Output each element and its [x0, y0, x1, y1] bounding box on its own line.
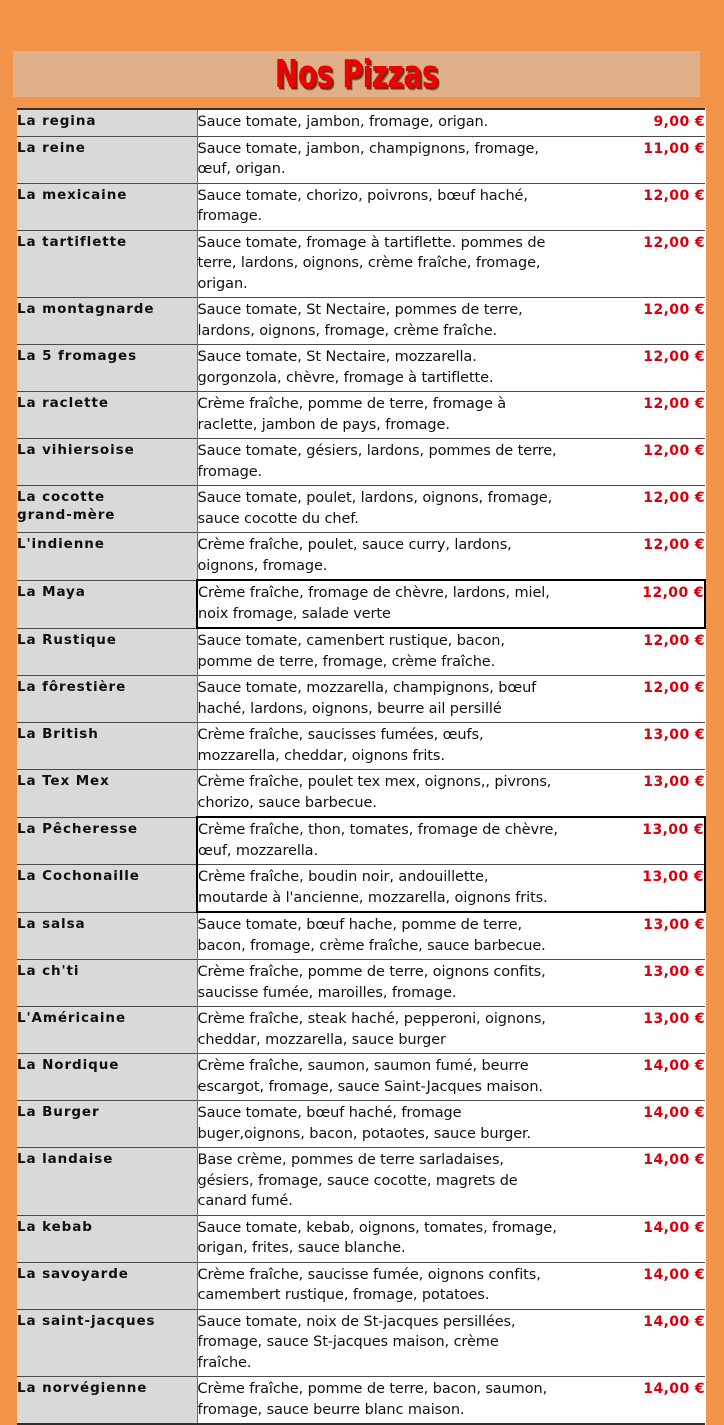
pizza-name-cell: [17, 1262, 197, 1309]
pizza-description-line: Sauce tomate, gésiers, lardons, pommes de terre,: [197, 443, 557, 459]
pizza-menu-body: [17, 109, 705, 1424]
pizza-description-line: Crème fraîche, poulet tex mex, oignons,, pivrons,: [197, 774, 552, 790]
pizza-description-cell: [197, 392, 603, 439]
pizza-price-cell: 12,00 €: [603, 439, 705, 486]
pizza-description-cell: [197, 1262, 603, 1309]
pizza-name-cell: [17, 865, 197, 913]
pizza-description-line: origan, frites, sauce blanche.: [197, 1240, 406, 1256]
pizza-description-line: saucisse fumée, maroilles, fromage.: [197, 984, 457, 1001]
pizza-description-cell: [197, 1377, 603, 1425]
pizza-name-line: La montagnarde: [17, 301, 155, 317]
pizza-name-cell: [17, 1148, 197, 1216]
table-row: [17, 817, 705, 865]
pizza-description-line: escargot, fromage, sauce Saint-Jacques maison.: [197, 1078, 543, 1095]
table-row: [17, 345, 705, 392]
pizza-description-line: gorgonzola, chèvre, fromage à tartiflette.: [197, 369, 494, 386]
pizza-price-cell: 13,00 €: [603, 723, 705, 770]
table-row: [17, 109, 705, 136]
pizza-name-cell: [17, 533, 197, 581]
pizza-description-line: moutarde à l'ancienne, mozzarella, oignons frits.: [198, 889, 548, 906]
pizza-name-line: La Tex Mex: [17, 773, 110, 789]
table-row: [17, 486, 705, 533]
pizza-name-line: La norvégienne: [17, 1380, 148, 1396]
pizza-name-line: La regina: [17, 113, 97, 129]
pizza-price-cell: 11,00 €: [603, 136, 705, 183]
pizza-name-line: grand-mère: [17, 507, 116, 523]
title-banner: [13, 51, 700, 97]
pizza-description-line: origan.: [197, 275, 248, 292]
pizza-name-line: La mexicaine: [17, 186, 128, 203]
pizza-description-line: canard fumé.: [197, 1193, 293, 1209]
pizza-description-cell: [197, 580, 603, 628]
table-row: [17, 392, 705, 439]
pizza-description-cell: [197, 109, 603, 136]
pizza-name-cell: [17, 676, 197, 723]
pizza-description-line: noix fromage, salade verte: [198, 605, 391, 622]
pizza-description-line: fromage.: [197, 463, 263, 480]
pizza-name-cell: [17, 1215, 197, 1262]
pizza-description-cell: [197, 865, 603, 913]
pizza-description-cell: [197, 439, 603, 486]
pizza-name-line: La reine: [17, 139, 86, 156]
pizza-description-line: Crème fraîche, saucisses fumées, œufs,: [197, 727, 484, 743]
pizza-price-cell: 14,00 €: [603, 1148, 705, 1216]
pizza-description-line: haché, lardons, oignons, beurre ail persillé: [197, 700, 502, 717]
pizza-price-cell: 14,00 €: [603, 1262, 705, 1309]
pizza-name-cell: [17, 345, 197, 392]
pizza-name-line: La tartiflette: [17, 233, 128, 250]
pizza-price-cell: 13,00 €: [603, 1007, 705, 1054]
pizza-price-cell: 14,00 €: [603, 1309, 705, 1377]
pizza-description-line: fromage, sauce beurre blanc maison.: [197, 1401, 465, 1418]
pizza-menu-table: [17, 108, 706, 1425]
table-row: [17, 1054, 705, 1101]
pizza-name-cell: [17, 1377, 197, 1425]
table-row: [17, 723, 705, 770]
table-row: [17, 865, 705, 913]
pizza-name-cell: [17, 1101, 197, 1148]
pizza-description-cell: [197, 1215, 603, 1262]
pizza-description-line: œuf, mozzarella.: [198, 842, 318, 859]
table-row: [17, 1148, 705, 1216]
table-row: [17, 676, 705, 723]
table-row: [17, 960, 705, 1007]
table-row: [17, 628, 705, 676]
pizza-description-cell: [197, 1309, 603, 1377]
pizza-price-cell: 12,00 €: [603, 230, 705, 298]
pizza-description-line: Crème fraîche, saucisse fumée, oignons confits,: [197, 1266, 541, 1283]
pizza-price-cell: 9,00 €: [603, 109, 705, 136]
table-row: [17, 439, 705, 486]
pizza-name-line: La salsa: [17, 915, 86, 932]
pizza-name-line: La Cochonaille: [17, 868, 140, 884]
pizza-description-cell: [197, 770, 603, 818]
pizza-price-cell: 13,00 €: [603, 960, 705, 1007]
pizza-name-line: La 5 fromages: [17, 348, 138, 364]
pizza-name-cell: [17, 1054, 197, 1101]
table-row: [17, 580, 705, 628]
pizza-name-cell: [17, 392, 197, 439]
pizza-description-line: bacon, fromage, crème fraîche, sauce barbecue.: [197, 937, 546, 954]
pizza-description-line: raclette, jambon de pays, fromage.: [197, 416, 450, 433]
pizza-description-line: pomme de terre, fromage, crème fraîche.: [197, 653, 496, 670]
pizza-description-line: Sauce tomate, St Nectaire, mozzarella.: [197, 349, 477, 365]
pizza-name-cell: [17, 439, 197, 486]
table-row: [17, 1309, 705, 1377]
pizza-price-cell: 12,00 €: [603, 676, 705, 723]
pizza-description-line: Sauce tomate, mozzarella, champignons, bœuf: [197, 680, 537, 696]
pizza-name-line: La ch'ti: [17, 963, 80, 979]
pizza-price-cell: 14,00 €: [603, 1101, 705, 1148]
pizza-name-line: La landaise: [17, 1151, 114, 1167]
pizza-description-line: sauce cocotte du chef.: [197, 510, 359, 527]
pizza-description-line: Sauce tomate, jambon, champignons, fromage,: [197, 140, 539, 157]
table-row: [17, 912, 705, 960]
pizza-price-cell: 14,00 €: [603, 1215, 705, 1262]
pizza-description-line: Sauce tomate, kebab, oignons, tomates, fromage,: [197, 1219, 557, 1236]
pizza-description-line: Sauce tomate, poulet, lardons, oignons, fromage,: [197, 490, 553, 506]
table-row: [17, 136, 705, 183]
pizza-name-line: La raclette: [17, 395, 109, 411]
pizza-description-line: Sauce tomate, jambon, fromage, origan.: [197, 114, 489, 130]
pizza-description-line: camembert rustique, fromage, potatoes.: [197, 1287, 490, 1303]
pizza-description-line: buger,oignons, bacon, potaotes, sauce burger.: [197, 1125, 532, 1142]
pizza-name-cell: [17, 960, 197, 1007]
pizza-description-line: Crème fraîche, pomme de terre, bacon, saumon,: [197, 1381, 548, 1397]
pizza-name-line: La Burger: [17, 1104, 100, 1120]
pizza-description-cell: [197, 912, 603, 960]
menu-table-container: [13, 108, 705, 1425]
pizza-name-cell: [17, 1309, 197, 1377]
pizza-name-cell: [17, 136, 197, 183]
table-row: [17, 533, 705, 581]
pizza-description-line: Crème fraîche, saumon, saumon fumé, beurre: [197, 1058, 529, 1074]
pizza-description-line: gésiers, fromage, sauce cocotte, magrets de: [197, 1172, 518, 1189]
pizza-description-line: fraîche.: [197, 1354, 252, 1371]
pizza-price-cell: 12,00 €: [603, 580, 705, 628]
pizza-name-line: La fôrestière: [17, 679, 127, 695]
pizza-description-line: Crème fraîche, steak haché, pepperoni, oignons,: [197, 1011, 546, 1027]
table-row: [17, 1101, 705, 1148]
pizza-description-line: Crème fraîche, boudin noir, andouillette,: [198, 869, 489, 885]
table-row: [17, 298, 705, 345]
pizza-name-line: L'Américaine: [17, 1010, 126, 1026]
pizza-name-line: La Nordique: [17, 1057, 120, 1073]
pizza-description-cell: [197, 230, 603, 298]
pizza-name-cell: [17, 628, 197, 676]
pizza-price-cell: 14,00 €: [603, 1377, 705, 1425]
pizza-name-cell: [17, 770, 197, 818]
pizza-price-cell: 12,00 €: [603, 392, 705, 439]
pizza-name-line: La saint-jacques: [17, 1312, 156, 1329]
pizza-price-cell: 12,00 €: [603, 486, 705, 533]
pizza-description-line: Crème fraîche, pomme de terre, oignons confits,: [197, 964, 546, 980]
pizza-name-cell: [17, 183, 197, 230]
pizza-price-cell: 12,00 €: [603, 183, 705, 230]
pizza-description-line: Sauce tomate, bœuf haché, fromage: [197, 1105, 462, 1121]
pizza-description-line: Base crème, pommes de terre sarladaises,: [197, 1152, 504, 1168]
pizza-description-line: Sauce tomate, noix de St-jacques persillées,: [197, 1313, 516, 1330]
pizza-description-line: terre, lardons, oignons, crème fraîche, fromage,: [197, 255, 541, 271]
pizza-description-cell: [197, 136, 603, 183]
pizza-description-line: Sauce tomate, bœuf hache, pomme de terre,: [197, 917, 522, 933]
pizza-name-line: La Maya: [17, 583, 86, 600]
pizza-description-cell: [197, 1101, 603, 1148]
pizza-name-cell: [17, 912, 197, 960]
pizza-description-line: Sauce tomate, fromage à tartiflette. pommes de: [197, 234, 546, 251]
table-row: [17, 183, 705, 230]
pizza-description-line: Crème fraîche, thon, tomates, fromage de chèvre,: [198, 822, 558, 838]
table-row: [17, 770, 705, 818]
pizza-name-cell: [17, 580, 197, 628]
pizza-name-cell: [17, 817, 197, 865]
pizza-description-cell: [197, 298, 603, 345]
pizza-description-line: Crème fraîche, fromage de chèvre, lardons, miel,: [198, 585, 550, 601]
pizza-name-cell: [17, 723, 197, 770]
page-title: Nos Pizzas: [274, 52, 439, 96]
pizza-name-cell: [17, 1007, 197, 1054]
pizza-description-line: Crème fraîche, poulet, sauce curry, lardons,: [197, 537, 512, 553]
pizza-description-line: lardons, oignons, fromage, crème fraîche.: [197, 322, 498, 339]
pizza-description-cell: [197, 533, 603, 581]
pizza-name-line: La kebab: [17, 1218, 93, 1235]
pizza-description-line: œuf, origan.: [197, 161, 286, 177]
pizza-description-cell: [197, 676, 603, 723]
pizza-description-cell: [197, 486, 603, 533]
pizza-price-cell: 13,00 €: [603, 865, 705, 913]
pizza-description-cell: [197, 960, 603, 1007]
pizza-name-cell: [17, 230, 197, 298]
table-row: [17, 1377, 705, 1425]
pizza-description-cell: [197, 1054, 603, 1101]
pizza-description-cell: [197, 628, 603, 676]
pizza-name-line: La vihiersoise: [17, 442, 135, 458]
pizza-name-line: La cocotte: [17, 489, 106, 505]
pizza-name-line: La British: [17, 726, 99, 742]
pizza-description-line: Crème fraîche, pomme de terre, fromage à: [197, 396, 507, 412]
pizza-description-line: oignons, fromage.: [197, 557, 328, 574]
pizza-name-line: La savoyarde: [17, 1265, 129, 1282]
table-row: [17, 230, 705, 298]
pizza-description-cell: [197, 345, 603, 392]
pizza-description-line: mozzarella, cheddar, oignons frits.: [197, 747, 445, 764]
pizza-name-cell: [17, 298, 197, 345]
pizza-description-cell: [197, 1148, 603, 1216]
pizza-description-line: fromage.: [197, 208, 263, 224]
table-row: [17, 1215, 705, 1262]
pizza-description-cell: [197, 183, 603, 230]
pizza-description-cell: [197, 723, 603, 770]
pizza-description-line: Sauce tomate, St Nectaire, pommes de terre,: [197, 302, 523, 318]
pizza-description-cell: [197, 817, 603, 865]
pizza-price-cell: 12,00 €: [603, 628, 705, 676]
pizza-name-cell: [17, 109, 197, 136]
pizza-price-cell: 12,00 €: [603, 345, 705, 392]
pizza-description-line: cheddar, mozzarella, sauce burger: [197, 1031, 446, 1048]
table-row: [17, 1007, 705, 1054]
pizza-description-line: fromage, sauce St-jacques maison, crème: [197, 1334, 499, 1350]
pizza-description-line: Sauce tomate, chorizo, poivrons, bœuf haché,: [197, 187, 528, 204]
pizza-price-cell: 13,00 €: [603, 817, 705, 865]
pizza-price-cell: 12,00 €: [603, 533, 705, 581]
pizza-price-cell: 14,00 €: [603, 1054, 705, 1101]
pizza-description-cell: [197, 1007, 603, 1054]
table-row: [17, 1262, 705, 1309]
pizza-description-line: Sauce tomate, camenbert rustique, bacon,: [197, 633, 505, 649]
pizza-name-cell: [17, 486, 197, 533]
pizza-name-line: L'indienne: [17, 536, 105, 552]
pizza-price-cell: 12,00 €: [603, 298, 705, 345]
pizza-price-cell: 13,00 €: [603, 770, 705, 818]
pizza-name-line: La Pêcheresse: [17, 820, 138, 837]
pizza-name-line: La Rustique: [17, 631, 117, 648]
pizza-description-line: chorizo, sauce barbecue.: [197, 794, 377, 811]
pizza-price-cell: 13,00 €: [603, 912, 705, 960]
